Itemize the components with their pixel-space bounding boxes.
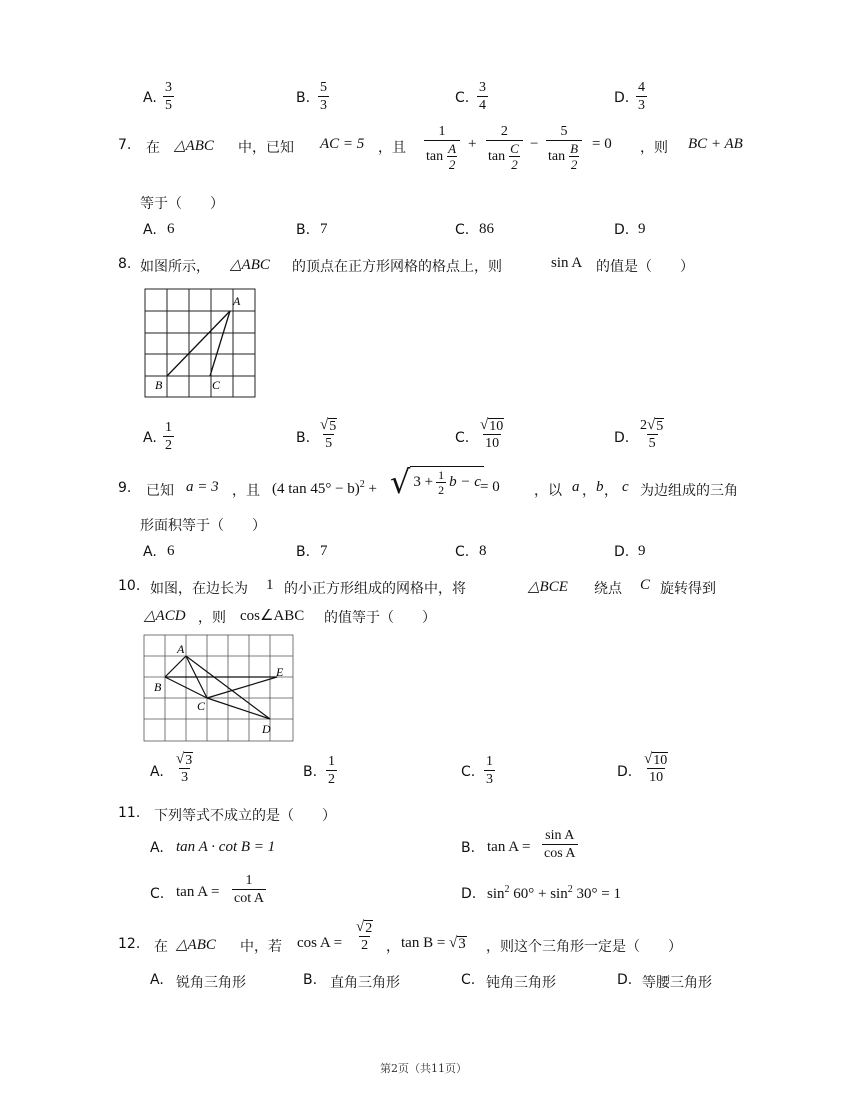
q6-option-a-value: $\frac{3}{5}$ (165, 80, 172, 113)
q10-segment-ab (165, 656, 186, 677)
q7-minus: − (530, 136, 539, 152)
q7-text: ，且 (378, 140, 406, 156)
q9-option-c-label: C. (455, 544, 470, 560)
q9-radical: √ 3 + $\frac{1}{2}$ b − c (390, 466, 484, 498)
q8-vertex-b-label: B (155, 378, 163, 392)
q10-option-b-label: B. (303, 764, 318, 780)
q10-option-b-value: $\frac{1}{2}$ (328, 754, 335, 787)
q10-vertex-e-label: E (276, 665, 284, 679)
q12-tan-expression: tan B = √ 3 (401, 935, 466, 952)
q10-text: ，则 (198, 610, 226, 626)
q11-text: 下列等式不成立的是（ ） (154, 808, 336, 824)
q10-vertex-c-label: C (197, 699, 206, 713)
q8-text: 的顶点在正方形网格的格点上，则 (292, 259, 502, 275)
q9-var-a: a (572, 479, 580, 495)
q9-number: 9. (118, 480, 132, 496)
q8-option-c-label: C. (455, 430, 470, 446)
q10-expression: cos∠ABC (240, 608, 305, 624)
q7-text: ，则 (640, 140, 668, 156)
q10-option-c-label: C. (461, 764, 476, 780)
q11-option-d-value: $\sin^2 60^\circ + \sin^2 30^\circ = 1$ (487, 884, 621, 902)
q9-option-b-label: B. (296, 544, 311, 560)
q9-comma: ， (582, 483, 596, 499)
q7-given: AC = 5 (320, 136, 365, 152)
q9-option-a-value: 6 (167, 543, 175, 559)
q8-triangle: △ABC (230, 257, 270, 273)
q10-option-d-value: √ 10 10 (644, 751, 668, 785)
q12-text: ， (386, 939, 400, 955)
q10-text: 的值等于（ ） (324, 610, 436, 626)
q11-option-c-fraction: $\frac{1}{\text{cot A}}$ (234, 873, 264, 906)
q10-one: 1 (266, 577, 274, 593)
q11-option-a-label: A. (150, 840, 164, 856)
q7-option-c-label: C. (455, 222, 470, 238)
q12-option-c-value: 钝角三角形 (486, 975, 556, 991)
q8-option-b-value: √ 5 5 (320, 417, 337, 451)
q12-cos-pre: cos A = (297, 935, 343, 951)
q7-option-d-value: 9 (638, 221, 646, 237)
q9-comma: ， (604, 483, 618, 499)
q7-plus: + (468, 136, 477, 152)
q7-option-b-value: 7 (320, 221, 328, 237)
q11-number: 11. (118, 805, 141, 821)
q9-text: ，以 (534, 483, 562, 499)
q8-option-d-label: D. (614, 430, 630, 446)
q10-option-c-value: $\frac{1}{3}$ (486, 754, 493, 787)
q10-text: 的小正方形组成的网格中，将 (284, 581, 466, 597)
q8-vertex-c-label: C (212, 378, 221, 392)
q10-vertex-a-label: A (177, 642, 185, 656)
q8-option-a-value: $\frac{1}{2}$ (165, 420, 172, 453)
q9-equals-zero: = 0 (480, 479, 500, 495)
q7-equals-zero: = 0 (592, 136, 612, 152)
q6-option-d-value: $\frac{4}{3}$ (638, 80, 645, 113)
q9-expression-square: (4 tan 45° − b)$^2$ + (272, 479, 377, 497)
q10-point-c: C (640, 577, 651, 593)
q10-option-a-label: A. (150, 764, 164, 780)
q11-option-d-label: D. (461, 886, 477, 902)
q11-option-a-value: tan A · cot B = 1 (176, 839, 276, 855)
q8-option-a-label: A. (143, 430, 157, 446)
q9-option-d-label: D. (614, 544, 630, 560)
q7-option-a-value: 6 (167, 221, 175, 237)
q6-option-c-label: C. (455, 90, 470, 106)
q8-option-b-label: B. (296, 430, 311, 446)
q10-option-a-value: √ 3 3 (176, 751, 193, 785)
q12-cos-value: √ 2 2 (356, 919, 373, 953)
q9-option-c-value: 8 (479, 543, 487, 559)
q10-vertex-b-label: B (154, 680, 162, 694)
q9-text: ，且 (232, 483, 260, 499)
q10-number: 10. (118, 578, 141, 594)
q7-expression: BC + AB (688, 136, 743, 152)
q12-text: 中，若 (240, 939, 282, 955)
q8-number: 8. (118, 256, 132, 272)
q10-grid-figure (143, 634, 295, 744)
q9-text: 为边组成的三角 (640, 483, 738, 499)
q10-text: 旋转得到 (660, 581, 716, 597)
q9-given: a = 3 (186, 479, 219, 495)
q8-option-c-value: √ 10 10 (480, 417, 504, 451)
q9-var-b: b (596, 479, 604, 495)
q12-option-d-value: 等腰三角形 (642, 975, 712, 991)
q12-option-a-value: 锐角三角形 (176, 975, 246, 991)
q7-term-1: 1 tan $\frac{A}{2}$ (424, 123, 460, 172)
q7-option-a-label: A. (143, 222, 157, 238)
q7-option-b-label: B. (296, 222, 311, 238)
q12-number: 12. (118, 936, 141, 952)
q7-text: 中，已知 (238, 140, 294, 156)
q10-triangle-acd: △ACD (144, 608, 186, 624)
q9-text: 形面积等于（ ） (140, 518, 266, 534)
q9-option-d-value: 9 (638, 543, 646, 559)
q12-triangle: △ABC (176, 937, 216, 953)
q10-segment-cd (207, 698, 270, 719)
q10-text: 绕点 (594, 581, 622, 597)
q9-option-a-label: A. (143, 544, 157, 560)
q10-text: 如图，在边长为 (150, 581, 248, 597)
q7-option-d-label: D. (614, 222, 630, 238)
q10-option-d-label: D. (617, 764, 633, 780)
q6-option-a-label: A. (143, 90, 157, 106)
q8-vertex-a-label: A (233, 294, 241, 308)
q11-option-b-fraction: $\frac{\text{sin A}}{\text{cos A}}$ (544, 828, 576, 861)
q9-text: 已知 (146, 483, 174, 499)
q7-number: 7. (118, 137, 132, 153)
q7-triangle: △ABC (174, 138, 214, 154)
q10-triangle-bce: △BCE (528, 579, 568, 595)
q7-option-c-value: 86 (479, 221, 494, 237)
q8-grid-figure (144, 288, 256, 400)
q11-option-c-label: C. (150, 886, 165, 902)
q7-text: 在 (146, 140, 160, 156)
q6-option-b-label: B. (296, 90, 311, 106)
q12-option-b-value: 直角三角形 (330, 975, 400, 991)
q11-option-c-pre: tan A = (176, 884, 220, 900)
q8-text: 的值是（ ） (596, 259, 694, 275)
q12-text: 在 (154, 939, 168, 955)
q8-option-d-value: 2 √ 5 5 (640, 417, 664, 451)
q11-option-b-pre: tan A = (487, 839, 531, 855)
q6-option-d-label: D. (614, 90, 630, 106)
q9-var-c: c (622, 479, 629, 495)
q7-text: 等于（ ） (140, 196, 224, 212)
q9-option-b-value: 7 (320, 543, 328, 559)
q12-option-c-label: C. (461, 972, 476, 988)
q12-option-d-label: D. (617, 972, 633, 988)
q12-option-b-label: B. (303, 972, 318, 988)
q10-vertex-d-label: D (262, 722, 271, 736)
q6-option-b-value: $\frac{5}{3}$ (320, 80, 327, 113)
q12-option-a-label: A. (150, 972, 164, 988)
q11-option-b-label: B. (461, 840, 476, 856)
q7-term-2: 2 tan $\frac{C}{2}$ (486, 123, 523, 172)
q8-expression: sin A (551, 255, 583, 271)
q6-option-c-value: $\frac{3}{4}$ (479, 80, 486, 113)
page-number-footer: 第2页（共11页） (380, 1062, 467, 1075)
q8-text: 如图所示， (140, 259, 210, 275)
q7-term-3: 5 tan $\frac{B}{2}$ (546, 123, 582, 172)
q12-text: ，则这个三角形一定是（ ） (486, 939, 682, 955)
